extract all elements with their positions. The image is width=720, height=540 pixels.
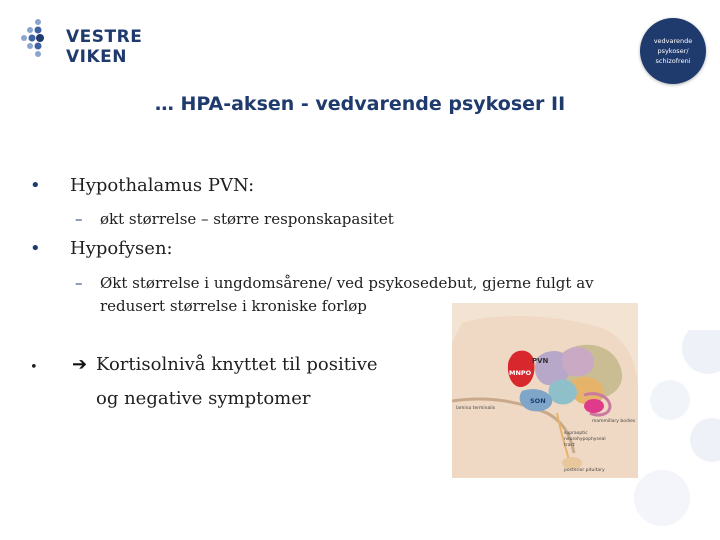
pvn-region (562, 347, 594, 376)
label-tract-3: tract (564, 443, 575, 448)
slide-title: … HPA-aksen - vedvarende psykoser II (154, 93, 566, 115)
label-mammillary-bodies: mammillary bodies (592, 419, 636, 424)
bullet-marker: • (30, 238, 41, 259)
vestre-viken-logo (20, 18, 200, 67)
label-posterior-pituitary: posterior pituitary (564, 468, 605, 473)
label-son: SON (530, 397, 546, 405)
bullet-marker: • (30, 360, 38, 375)
sub-bullet-pvn-size: økt størrelse – større responskapasitet (100, 210, 394, 228)
label-tract-2: neurohypophyseal (564, 437, 606, 442)
sub-bullet-pituitary-size-line1: Økt størrelse i ungdomsårene/ ved psykosedebut, gjerne fulgt av (100, 274, 594, 292)
logo-dots-icon (20, 18, 60, 58)
topic-badge (640, 18, 706, 84)
bullet-cortisol-line2: og negative symptomer (96, 388, 311, 409)
mammillary-bodies (584, 399, 604, 413)
sub-bullet-dash: – (75, 274, 83, 292)
arrow-right-icon: ➔ (72, 354, 88, 375)
bullet-hypothalamus: Hypothalamus PVN: (70, 175, 255, 196)
hypothalamus-pituitary-figure (452, 303, 638, 478)
topic-badge-text: vedvarende psykoser/ schizofreni (653, 37, 693, 65)
label-lamina-terminalis: lamina terminalis (456, 406, 496, 411)
label-pvn: PVN (532, 357, 549, 365)
sub-bullet-dash: – (75, 210, 83, 228)
bullet-marker: • (30, 175, 41, 196)
sub-bullet-pituitary-size-line2: redusert størrelse i kroniske forløp (100, 297, 367, 315)
label-tract-1: supraoptic (564, 431, 588, 436)
bullet-cortisol-line1: Kortisolnivå knyttet til positive (96, 354, 378, 375)
bullet-hypofysen: Hypofysen: (70, 238, 173, 259)
label-mnpo: MNPO (509, 369, 532, 377)
logo-text: VESTRE VIKEN (66, 27, 143, 67)
